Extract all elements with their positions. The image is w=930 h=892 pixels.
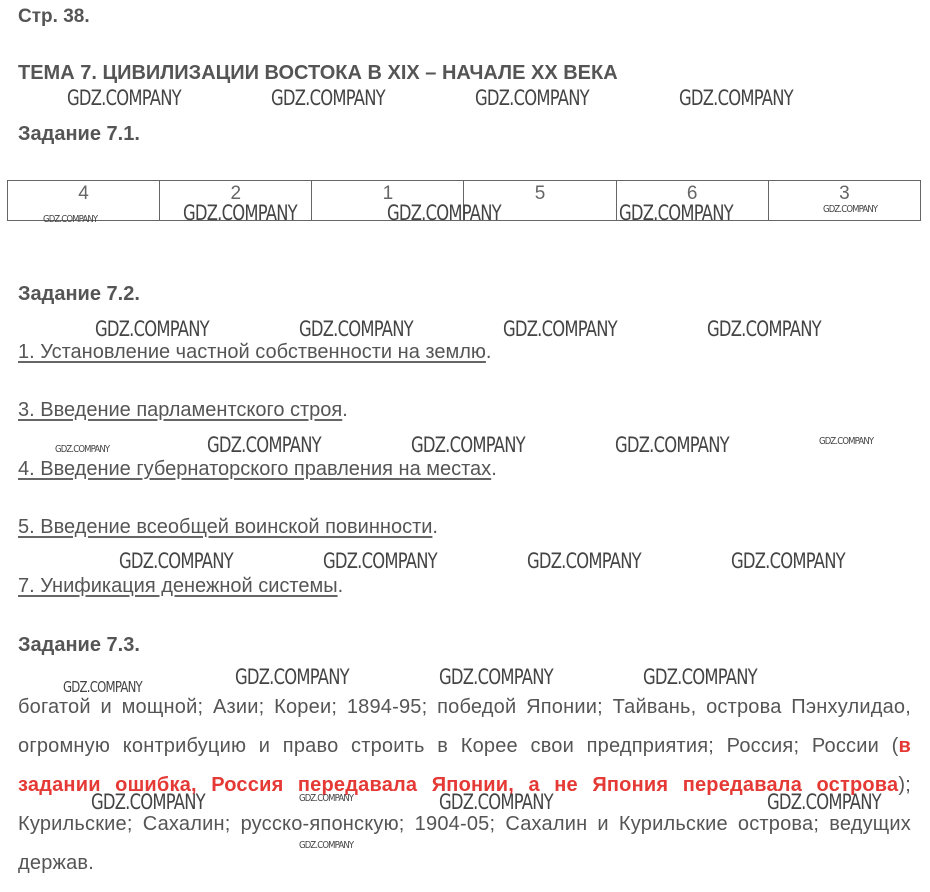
task-7-2-title: Задание 7.2. (18, 283, 140, 305)
watermark: GDZ.COMPANY (119, 549, 233, 573)
list-item (18, 399, 348, 422)
watermark: GDZ.COMPANY (235, 665, 349, 689)
list-item (18, 575, 343, 598)
table-cell: 1 (312, 181, 464, 221)
watermark: GDZ.COMPANY (299, 840, 354, 851)
table-cell: 4 (8, 181, 160, 221)
watermark: GDZ.COMPANY (323, 549, 437, 573)
watermark: GDZ.COMPANY (475, 86, 589, 110)
watermark: GDZ.COMPANY (707, 317, 821, 341)
watermark: GDZ.COMPANY (67, 86, 181, 110)
watermark: GDZ.COMPANY (527, 549, 641, 573)
list-item-text: 3. Введение парламентского строя (18, 399, 343, 421)
table-cell: 5 (464, 181, 616, 221)
watermark: GDZ.COMPANY (619, 201, 733, 225)
watermark: GDZ.COMPANY (503, 317, 617, 341)
table-cell: 3 (768, 181, 920, 221)
list-item-period: . (491, 458, 497, 480)
page-label: Стр. 38. (18, 6, 90, 27)
list-item (18, 458, 497, 481)
watermark: GDZ.COMPANY (411, 433, 525, 457)
list-item-text: 4. Введение губернаторского правления на местах (18, 458, 492, 480)
watermark: GDZ.COMPANY (207, 433, 321, 457)
watermark: GDZ.COMPANY (43, 214, 98, 225)
watermark: GDZ.COMPANY (823, 204, 878, 215)
watermark: GDZ.COMPANY (95, 317, 209, 341)
list-item-period: . (485, 341, 492, 363)
watermark: GDZ.COMPANY (183, 201, 297, 225)
watermark: GDZ.COMPANY (299, 317, 413, 341)
task-7-3-title: Задание 7.3. (18, 634, 140, 656)
watermark: GDZ.COMPANY (63, 678, 142, 696)
watermark: GDZ.COMPANY (271, 86, 385, 110)
list-item (18, 341, 491, 364)
list-item-period: . (342, 399, 348, 421)
task-7-1-title: Задание 7.1. (18, 123, 140, 145)
watermark: GDZ.COMPANY (55, 444, 110, 455)
watermark: GDZ.COMPANY (767, 790, 881, 814)
watermark: GDZ.COMPANY (643, 665, 757, 689)
watermark: GDZ.COMPANY (679, 86, 793, 110)
list-item (18, 516, 438, 539)
table-cell: 2 (160, 181, 312, 221)
watermark: GDZ.COMPANY (439, 790, 553, 814)
list-item-text: 7. Унификация денежной системы (18, 575, 338, 597)
watermark: GDZ.COMPANY (387, 201, 501, 225)
list-item-period: . (432, 516, 438, 538)
task-7-3-answer (18, 688, 911, 883)
error-note: в задании ошибка, Россия передавала Японии, а не Япония передавала острова (18, 735, 911, 796)
watermark: GDZ.COMPANY (299, 793, 354, 804)
watermark: GDZ.COMPANY (439, 665, 553, 689)
answer-text: богатой и мощной; Азии; Кореи; 1894-95; победой Японии; Тайвань, острова Пэнхулидао, огромную контрибуцию и право строить в Корее свои предприятия; Россия; России ( (18, 696, 911, 757)
topic-title: ТЕМА 7. ЦИВИЛИЗАЦИИ ВОСТОКА В XIX – НАЧАЛЕ XX ВЕКА (18, 62, 618, 84)
watermark: GDZ.COMPANY (91, 790, 205, 814)
watermark: GDZ.COMPANY (819, 436, 874, 447)
watermark: GDZ.COMPANY (615, 433, 729, 457)
watermark: GDZ.COMPANY (731, 549, 845, 573)
table-cell: 6 (616, 181, 768, 221)
list-item-text: 5. Введение всеобщей воинской повинности (18, 516, 433, 538)
list-item-period: . (337, 575, 344, 597)
list-item-text: 1. Установление частной собственности на землю (18, 341, 486, 363)
answer-text-end: ); Курильские; Сахалин; русско-японскую; 1904-05; Сахалин и Курильские острова; ведущих держав. (18, 774, 911, 874)
